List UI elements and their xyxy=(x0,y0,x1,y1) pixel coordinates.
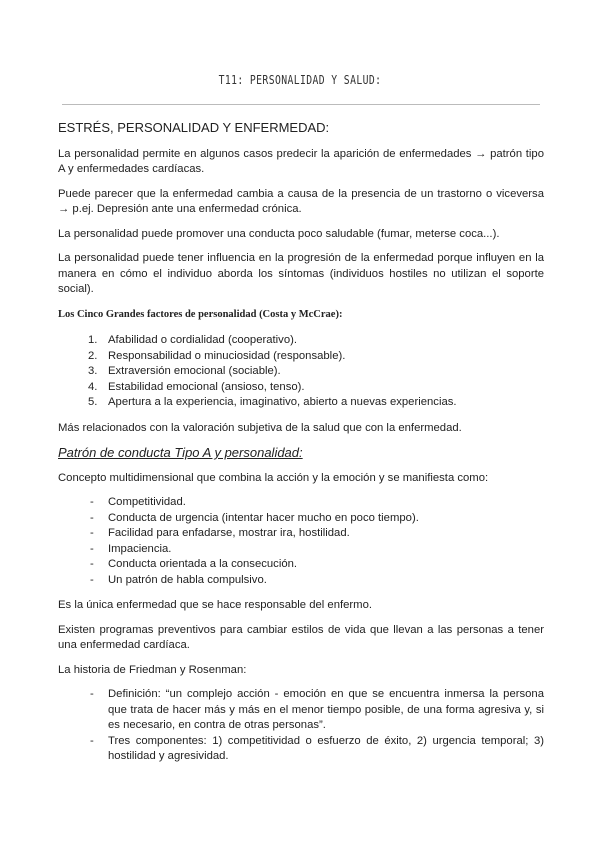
page-title: T11: PERSONALIDAD Y SALUD: xyxy=(218,72,382,87)
list-item xyxy=(58,687,544,734)
list-number: 1. xyxy=(88,334,98,346)
dash-bullet: - xyxy=(90,558,94,570)
list-item-text: Estabilidad emocional (ansioso, tenso). xyxy=(108,380,305,393)
list-item-text: Tres componentes: 1) competitividad o esfuerzo de éxito, 2) urgencia temporal; 3) hostilidad y agresividad. xyxy=(108,734,544,762)
list-item xyxy=(58,511,544,527)
list-number: 3. xyxy=(88,365,98,377)
list-item-text: Extraversión emocional (sociable). xyxy=(108,365,281,377)
paragraph: La personalidad permite en algunos casos predecir la aparición de enfermedades → patrón tipo A y enfermedades cardíacas. xyxy=(58,147,544,175)
dash-bullet: - xyxy=(90,688,94,700)
list-item xyxy=(58,395,544,411)
paragraph: Es la única enfermedad que se hace responsable del enfermo. xyxy=(58,599,373,611)
dash-bullet: - xyxy=(90,496,94,508)
dash-bullet: - xyxy=(90,573,94,586)
title-divider xyxy=(62,104,540,105)
list-item-text: Apertura a la experiencia, imaginativo, abierto a nuevas experiencias. xyxy=(108,396,457,408)
list-item xyxy=(58,333,544,349)
tipo-a-traits-list xyxy=(58,495,544,588)
paragraph: Existen programas preventivos para cambiar estilos de vida que llevan a las personas a tener una enfermedad cardíaca. xyxy=(58,623,544,651)
dash-bullet: - xyxy=(90,542,94,555)
document-body xyxy=(58,120,544,775)
list-item-text: Conducta de urgencia (intentar hacer mucho en poco tiempo). xyxy=(108,511,419,524)
paragraph: Puede parecer que la enfermedad cambia a causa de la presencia de un trastorno o viceversa → p.ej. Depresión ante una enfermedad crónica. xyxy=(58,187,544,215)
list-item-text: Facilidad para enfadarse, mostrar ira, hostilidad. xyxy=(108,527,350,539)
list-number: 2. xyxy=(88,349,98,362)
section-heading-tipo-a: Patrón de conducta Tipo A y personalidad: xyxy=(58,445,303,460)
list-item xyxy=(58,526,544,542)
list-item-text: Un patrón de habla compulsivo. xyxy=(108,573,267,586)
paragraph: Más relacionados con la valoración subjetiva de la salud que con la enfermedad. xyxy=(58,421,462,434)
paragraph: La historia de Friedman y Rosenman: xyxy=(58,663,247,676)
list-item xyxy=(58,557,544,573)
list-item xyxy=(58,380,544,396)
dash-bullet: - xyxy=(90,527,94,539)
list-item-text: Impaciencia. xyxy=(108,542,172,555)
list-item xyxy=(58,495,544,511)
big-five-list xyxy=(58,333,544,411)
dash-bullet: - xyxy=(90,511,94,524)
paragraph: La personalidad puede promover una conducta poco saludable (fumar, meterse coca...). xyxy=(58,227,500,240)
list-number: 5. xyxy=(88,396,98,408)
list-item-text: Conducta orientada a la consecución. xyxy=(108,558,298,570)
list-item-text: Afabilidad o cordialidad (cooperativo). xyxy=(108,334,298,346)
list-item xyxy=(58,734,544,765)
paragraph: Concepto multidimensional que combina la acción y la emoción y se manifiesta como: xyxy=(58,471,489,484)
list-item xyxy=(58,573,544,589)
list-item-text: Responsabilidad o minuciosidad (responsable). xyxy=(108,349,346,362)
list-number: 4. xyxy=(88,380,98,393)
big-five-title: Los Cinco Grandes factores de personalidad (Costa y McCrae): xyxy=(58,308,343,320)
dash-bullet: - xyxy=(90,734,94,747)
friedman-rosenman-list xyxy=(58,687,544,765)
list-item xyxy=(58,349,544,365)
list-item xyxy=(58,542,544,558)
section-heading-estres: ESTRÉS, PERSONALIDAD Y ENFERMEDAD: xyxy=(58,120,330,135)
list-item-text: Definición: “un complejo acción - emoción en que se encuentra inmersa la persona que trata de hacer más y más en el menor tiempo posible, de una forma agresiva y, si es necesario, en contra de otras personas”. xyxy=(108,688,544,731)
paragraph: La personalidad puede tener influencia en la progresión de la enfermedad porque influyen en la manera en cómo el individuo aborda los síntomas (individuos hostiles no utilizan el soporte social). xyxy=(58,252,544,295)
list-item xyxy=(58,364,544,380)
list-item-text: Competitividad. xyxy=(108,496,186,508)
